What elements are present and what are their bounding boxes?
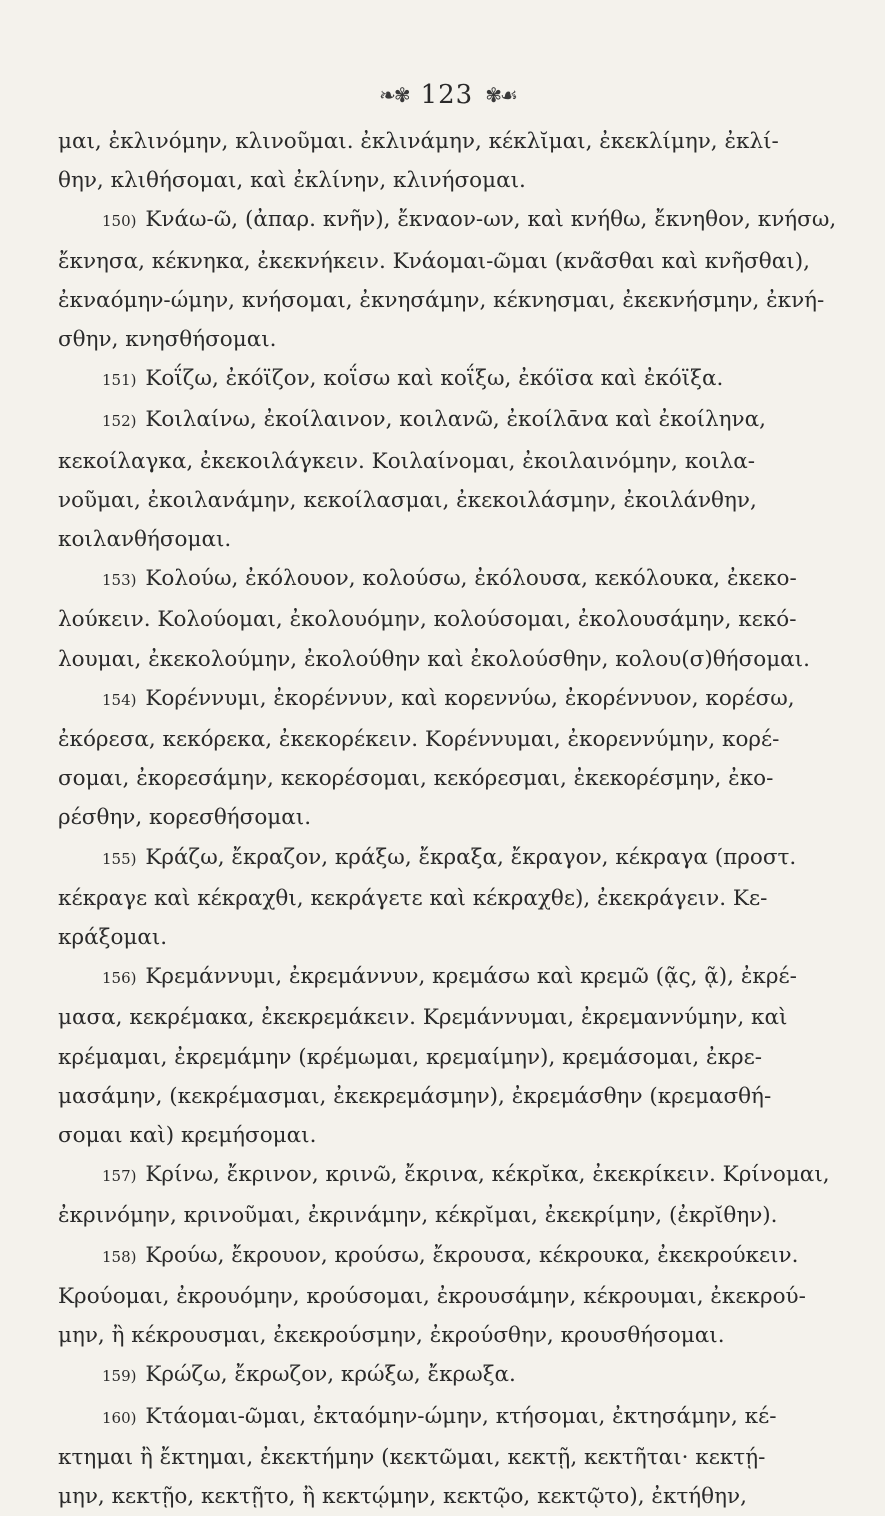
entry-number: 152) <box>102 412 137 431</box>
text-line <box>58 122 837 161</box>
line-text: Κορέννυμι, ἐκορέννυν, καὶ κορεννύω, ἐκορέννυον, κορέσω, <box>145 685 795 711</box>
text-line <box>58 559 837 600</box>
text-line <box>58 759 837 798</box>
line-text: μασάμην, (κεκρέμασμαι, ἐκεκρεμάσμην), ἐκρεμάσθην (κρεμασθή- <box>58 1083 772 1109</box>
text-line <box>58 720 837 759</box>
line-text: Κράζω, ἔκραζον, κράξω, ἔκραξα, ἔκραγον, κέκραγα (προστ. <box>145 844 797 870</box>
line-text: κέκραγε καὶ κέκραχθι, κεκράγετε καὶ κέκραχθε), ἐκεκράγειν. Κε- <box>58 885 768 911</box>
line-text: κεκοίλαγκα, ἐκεκοιλάγκειν. Κοιλαίνομαι, ἐκοιλαινόμην, κοιλα- <box>58 448 756 474</box>
entry-number: 159) <box>102 1367 137 1386</box>
text-line <box>58 442 837 481</box>
entry-number: 158) <box>102 1247 137 1266</box>
ornament-right-icon: ✾☙ <box>485 83 516 107</box>
line-text: ρέσθην, κορεσθήσομαι. <box>58 805 312 831</box>
line-text: θην, κλιθήσομαι, καὶ ἐκλίνην, κλινήσομαι. <box>58 168 526 194</box>
text-line <box>58 1438 837 1477</box>
line-text: μην, κεκτῇο, κεκτῇτο, ἢ κεκτῴμην, κεκτῷο, κεκτῷτο), ἐκτήθην, <box>58 1483 747 1509</box>
text-line <box>58 998 837 1037</box>
line-text: ἐκρινόμην, κρινοῦμαι, ἐκρινάμην, κέκρῐμαι, ἐκεκρίμην, (ἐκρῐθην). <box>58 1203 778 1229</box>
line-text: μασα, κεκρέμακα, ἐκεκρεμάκειν. Κρεμάννυμαι, ἐκρεμαννύμην, καὶ <box>58 1005 788 1031</box>
entry-number: 157) <box>102 1167 137 1186</box>
entry-number: 160) <box>102 1408 137 1427</box>
page-header <box>58 78 837 112</box>
text-line <box>58 1155 837 1196</box>
entry-number: 153) <box>102 571 137 590</box>
text-body <box>58 122 837 1516</box>
line-text: σθην, κνησθήσομαι. <box>58 327 277 353</box>
text-line <box>58 281 837 320</box>
text-line <box>58 1316 837 1355</box>
text-line <box>58 600 837 639</box>
line-text: Κρούω, ἔκρουον, κρούσω, ἔκρουσα, κέκρουκα, ἐκεκρούκειν. <box>145 1242 799 1268</box>
line-text: κτημαι ἢ ἔκτημαι, ἐκεκτήμην (κεκτῶμαι, κεκτῇ, κεκτῆται· κεκτῄ- <box>58 1444 766 1470</box>
line-text: κράξομαι. <box>58 925 168 951</box>
line-text: Κρώζω, ἔκρωζον, κρώξω, ἔκρωξα. <box>145 1362 516 1388</box>
line-text: ἐκόρεσα, κεκόρεκα, ἐκεκορέκειν. Κορέννυμαι, ἐκορεννύμην, κορέ- <box>58 727 780 753</box>
text-line <box>58 320 837 359</box>
line-text: Κοΐζω, ἐκόϊζον, κοΐσω καὶ κοΐξω, ἐκόϊσα καὶ ἐκόϊξα. <box>145 366 724 392</box>
text-line <box>58 1196 837 1235</box>
ornament-left-icon: ❧✾ <box>379 83 409 107</box>
text-line <box>58 1038 837 1077</box>
line-text: Κοιλαίνω, ἐκοίλαινον, κοιλανῶ, ἐκοίλᾱνα καὶ ἐκοίληνα, <box>145 407 766 433</box>
text-line <box>58 879 837 918</box>
text-line <box>58 640 837 679</box>
text-line <box>58 1355 837 1396</box>
line-text: Κολούω, ἐκόλουον, κολούσω, ἐκόλουσα, κεκόλουκα, ἐκεκο- <box>145 566 797 592</box>
text-line <box>58 200 837 241</box>
line-text: ἐκναόμην-ώμην, κνήσομαι, ἐκνησάμην, κέκνησμαι, ἐκεκνήσμην, ἐκνή- <box>58 287 825 313</box>
text-line <box>58 359 837 400</box>
text-line <box>58 838 837 879</box>
line-text: Κρίνω, ἔκρινον, κρινῶ, ἔκρινα, κέκρῐκα, ἐκεκρίκειν. Κρίνομαι, <box>145 1162 830 1188</box>
text-line <box>58 918 837 957</box>
entry-number: 155) <box>102 849 137 868</box>
line-text: μην, ἢ κέκρουσμαι, ἐκεκρούσμην, ἐκρούσθην, κρουσθήσομαι. <box>58 1323 725 1349</box>
line-text: Κρούομαι, ἐκρουόμην, κρούσομαι, ἐκρουσάμην, κέκρουμαι, ἐκεκρού- <box>58 1283 806 1309</box>
line-text: μαι, ἐκλινόμην, κλινοῦμαι. ἐκλινάμην, κέκλῐμαι, ἐκεκλίμην, ἐκλί- <box>58 129 779 154</box>
entry-number: 150) <box>102 212 137 231</box>
line-text: ἔκνησα, κέκνηκα, ἐκεκνήκειν. Κνάομαι-ῶμαι (κνᾶσθαι καὶ κνῆσθαι), <box>58 248 810 274</box>
line-text: σομαι, ἐκορεσάμην, κεκορέσομαι, κεκόρεσμαι, ἐκεκορέσμην, ἐκο- <box>58 766 774 792</box>
text-line <box>58 481 837 520</box>
text-line <box>58 400 837 441</box>
text-line <box>58 161 837 200</box>
text-line <box>58 1077 837 1116</box>
entry-number: 156) <box>102 969 137 988</box>
line-text: Κτάομαι-ῶμαι, ἐκταόμην-ώμην, κτήσομαι, ἐκτησάμην, κέ- <box>145 1403 777 1429</box>
line-text: κοιλανθήσομαι. <box>58 527 232 553</box>
line-text: λουμαι, ἐκεκολούμην, ἐκολούθην καὶ ἐκολούσθην, κολου(σ)θήσομαι. <box>58 646 810 672</box>
text-line <box>58 242 837 281</box>
text-line <box>58 679 837 720</box>
text-line <box>58 1397 837 1438</box>
page-number: 123 <box>420 80 474 110</box>
entry-number: 154) <box>102 690 137 709</box>
line-text: κρέμαμαι, ἐκρεμάμην (κρέμωμαι, κρεμαίμην), κρεμάσομαι, ἐκρε- <box>58 1044 763 1070</box>
text-line <box>58 1116 837 1155</box>
text-line <box>58 520 837 559</box>
text-line <box>58 1236 837 1277</box>
text-line <box>58 1477 837 1516</box>
line-text: νοῦμαι, ἐκοιλανάμην, κεκοίλασμαι, ἐκεκοιλάσμην, ἐκοιλάνθην, <box>58 487 757 513</box>
line-text: λούκειν. Κολούομαι, ἐκολουόμην, κολούσομαι, ἐκολουσάμην, κεκό- <box>58 607 797 633</box>
line-text: Κνάω-ῶ, (ἀπαρ. κνῆν), ἔκναον-ων, καὶ κνήθω, ἔκνηθον, κνήσω, <box>145 207 837 233</box>
text-line <box>58 1277 837 1316</box>
text-line <box>58 957 837 998</box>
text-line <box>58 798 837 837</box>
line-text: Κρεμάννυμι, ἐκρεμάννυν, κρεμάσω καὶ κρεμῶ (ᾷς, ᾷ), ἐκρέ- <box>145 964 797 990</box>
entry-number: 151) <box>102 371 137 390</box>
line-text: σομαι καὶ) κρεμήσομαι. <box>58 1123 317 1149</box>
